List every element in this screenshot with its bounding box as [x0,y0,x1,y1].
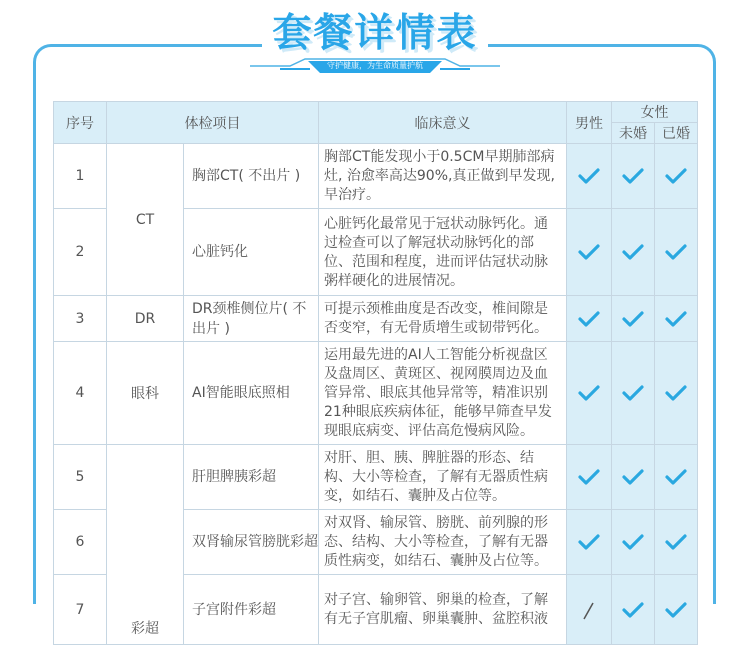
clinical-meaning: 运用最先进的AI人工智能分析视盘区及盘周区、黄斑区、视网膜周边及血管异常、眼底其他异常等，精准识别21种眼底疾病体征，能够早筛查早发现眼底病变、评估高危慢病风险。 [319,342,567,445]
male-check-icon [567,445,612,510]
title-area [0,0,750,82]
married-check-icon [655,209,698,296]
group-eye: 眼科 [107,342,184,445]
header-item: 体检项目 [107,102,319,144]
item-name: 双肾输尿管膀胱彩超 [184,510,319,575]
unmarried-check-icon [612,144,655,209]
male-check-icon [567,510,612,575]
item-name: AI智能眼底照相 [184,342,319,445]
row-no: 2 [54,209,107,296]
slogan-text: 守护健康，为生命质量护航 [327,61,423,70]
header-meaning: 临床意义 [319,102,567,144]
married-check-icon [655,296,698,342]
row-no: 4 [54,342,107,445]
clinical-meaning: 可提示颈椎曲度是否改变，椎间隙是否变窄，有无骨质增生或韧带钙化。 [319,296,567,342]
clinical-meaning: 对子宫、输卵管、卵巢的检查，了解有无子宫肌瘤、卵巢囊肿、盆腔积液 [319,575,567,645]
page-title: 套餐详情表 [272,11,478,56]
married-check-icon [655,510,698,575]
male-check-icon [567,144,612,209]
clinical-meaning: 对肝、胆、胰、脾脏器的形态、结构、大小等检查，了解有无器质性病变，如结石、囊肿及占位等。 [319,445,567,510]
group-ultra: 彩超 [107,445,184,645]
married-check-icon [655,575,698,645]
table-row [54,445,698,510]
male-check-icon [567,296,612,342]
row-no: 1 [54,144,107,209]
male-check-icon [567,342,612,445]
male-check-icon [567,209,612,296]
unmarried-check-icon [612,445,655,510]
clinical-meaning: 心脏钙化最常见于冠状动脉钙化。通过检查可以了解冠状动脉钙化的部位、范围和程度，进而评估冠状动脉粥样硬化的进展情况。 [319,209,567,296]
header-female: 女性 [612,102,698,123]
item-name: 子宫附件彩超 [184,575,319,645]
unmarried-check-icon [612,296,655,342]
item-name: DR颈椎侧位片( 不出片 ) [184,296,319,342]
header-male: 男性 [567,102,612,144]
header-unmarried: 未婚 [612,123,655,144]
unmarried-check-icon [612,575,655,645]
row-no: 7 [54,575,107,645]
item-name: 胸部CT( 不出片 ) [184,144,319,209]
married-check-icon [655,342,698,445]
header-no: 序号 [54,102,107,144]
row-no: 6 [54,510,107,575]
item-name: 肝胆脾胰彩超 [184,445,319,510]
item-name: 心脏钙化 [184,209,319,296]
unmarried-check-icon [612,510,655,575]
clinical-meaning: 对双肾、输尿管、膀胱、前列腺的形态、结构、大小等检查，了解有无器质性病变，如结石、囊肿及占位等。 [319,510,567,575]
clinical-meaning: 胸部CT能发现小于0.5CM早期肺部病灶, 治愈率高达90%,真正做到早发现, 早治疗。 [319,144,567,209]
group-ct: CT [107,144,184,296]
table-row [54,296,698,342]
married-check-icon [655,445,698,510]
male-slash-icon [567,575,612,645]
group-dr: DR [107,296,184,342]
table-row [54,342,698,445]
header-married: 已婚 [655,123,698,144]
row-no: 5 [54,445,107,510]
married-check-icon [655,144,698,209]
row-no: 3 [54,296,107,342]
unmarried-check-icon [612,342,655,445]
unmarried-check-icon [612,209,655,296]
package-table [53,101,698,645]
table-row [54,144,698,209]
